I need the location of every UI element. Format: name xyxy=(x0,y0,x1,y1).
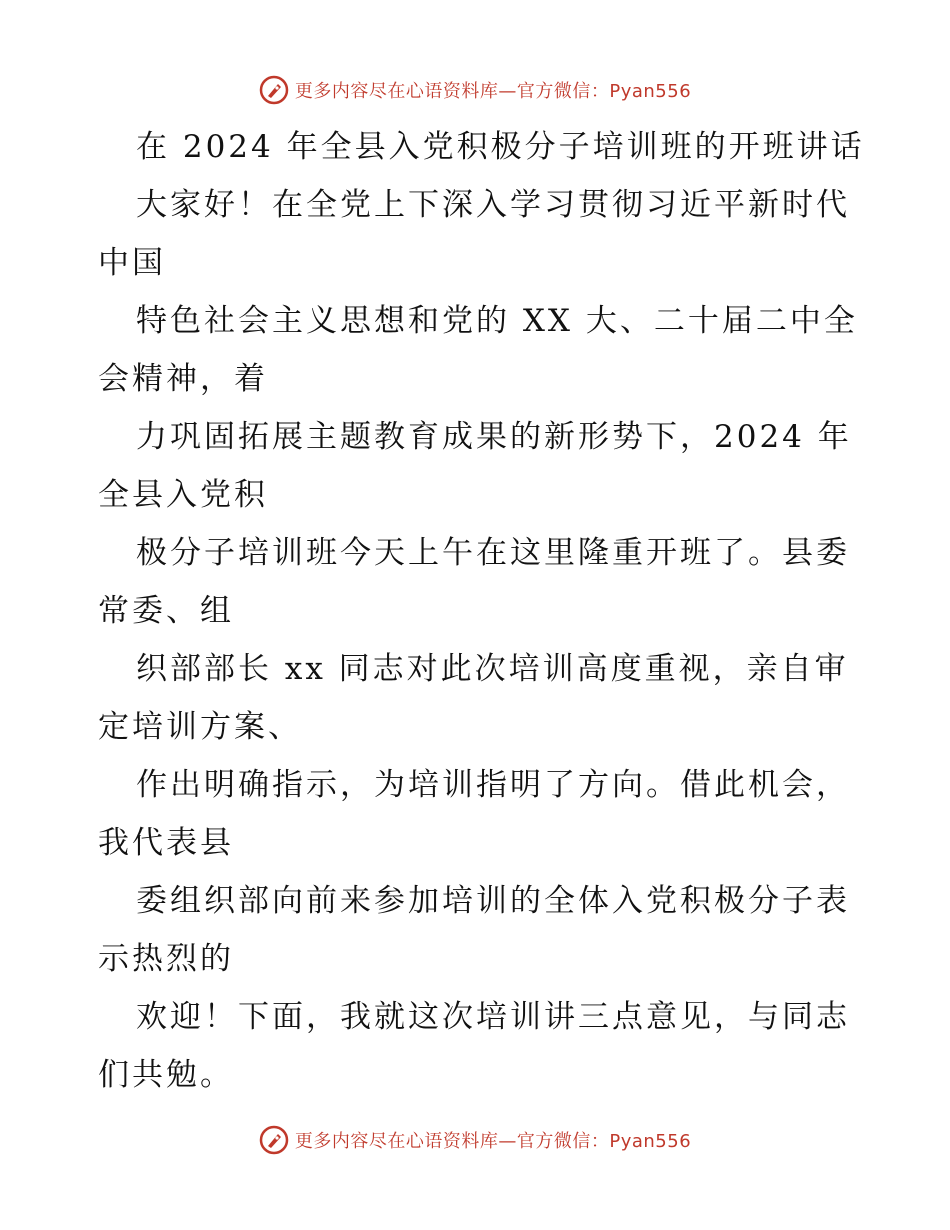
paragraph-line: 特色社会主义思想和党的 XX 大、二十届二中全 xyxy=(136,303,858,339)
paragraph-line: 示热烈的 xyxy=(98,941,234,977)
paragraph-line: 中国 xyxy=(98,245,166,281)
pen-nib-logo-icon xyxy=(259,1125,289,1155)
paragraph-line: 极分子培训班今天上午在这里隆重开班了。县委 xyxy=(136,535,850,571)
document-body xyxy=(98,118,865,1104)
paragraph-line: 我代表县 xyxy=(98,825,234,861)
header-banner xyxy=(0,70,950,110)
footer-banner-text: 更多内容尽在心语资料库—官方微信：Pyan556 xyxy=(294,1131,692,1152)
paragraph-line: 定培训方案、 xyxy=(98,709,302,745)
paragraph-line: 委组织部向前来参加培训的全体入党积极分子表 xyxy=(136,883,850,919)
paragraph-line: 织部部长 xx 同志对此次培训高度重视，亲自审 xyxy=(136,651,849,687)
pen-nib-logo-icon xyxy=(259,75,289,105)
header-banner-text: 更多内容尽在心语资料库—官方微信：Pyan556 xyxy=(294,81,692,102)
paragraph-line: 作出明确指示，为培训指明了方向。借此机会， xyxy=(136,767,850,803)
paragraph-line: 们共勉。 xyxy=(98,1057,234,1093)
document-title: 在 2024 年全县入党积极分子培训班的开班讲话 xyxy=(136,129,865,165)
paragraph-line: 全县入党积 xyxy=(98,477,268,513)
paragraph-line: 常委、组 xyxy=(98,593,234,629)
paragraph-line: 力巩固拓展主题教育成果的新形势下，2024 年 xyxy=(136,419,852,455)
paragraph-line: 大家好！在全党上下深入学习贯彻习近平新时代 xyxy=(136,187,850,223)
paragraph-line: 欢迎！下面，我就这次培训讲三点意见，与同志 xyxy=(136,999,850,1035)
footer-banner xyxy=(0,1120,950,1160)
paragraph-line: 会精神，着 xyxy=(98,361,268,397)
